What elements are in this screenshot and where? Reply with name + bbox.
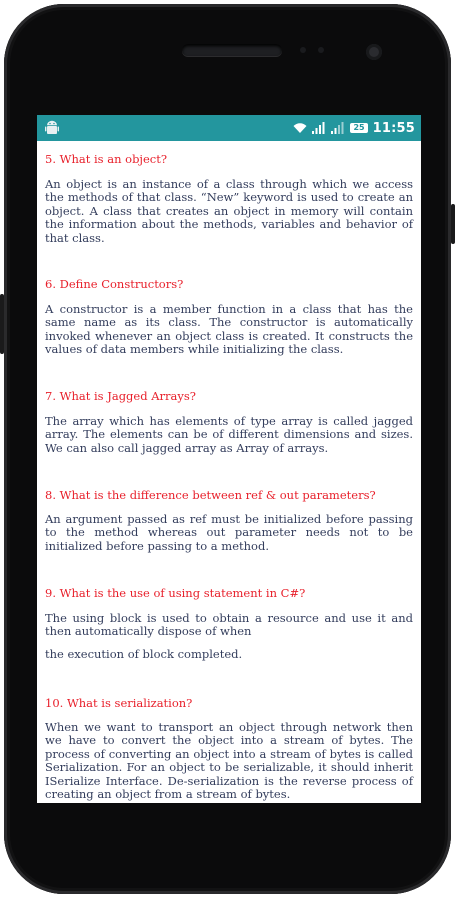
light-sensor [318,47,324,53]
answer-text: When we want to transport an object through network then we have to convert the object into a stream of bytes. The process of converting an object into a stream of bytes is called Serialization. For an object to be serializable, it should inherit ISerialize Interface. De-serialization is the reverse process of creating an object from a stream of bytes. [45,720,413,802]
question-heading: 10. What is serialization? [45,696,193,710]
answer-text-continued: the execution of block completed. [45,647,243,661]
question-heading: 9. What is the use of using statement in C#? [45,586,306,600]
answer-text: An argument passed as ref must be initialized before passing to the method whereas out parameter needs not to be initialized before passing to a method. [45,512,413,553]
question-heading: 6. Define Constructors? [45,277,184,291]
answer-text: The using block is used to obtain a resource and use it and then automatically dispose of when [45,611,413,639]
signal-icon-2 [331,122,345,134]
signal-icon [312,122,326,134]
wifi-icon [293,122,307,134]
question-heading: 8. What is the difference between ref & out parameters? [45,488,376,502]
answer-text: The array which has elements of type array is called jagged array. The elements can be of different dimensions and sizes. We can also call jagged array as Array of arrays. [45,414,413,455]
proximity-sensor [300,47,306,53]
question-heading: 7. What is Jagged Arrays? [45,389,196,403]
clock: 11:55 [372,120,415,136]
bottom-bezel [0,812,459,892]
front-camera [366,44,382,60]
answer-text: A constructor is a member function in a class that has the same name as its class. The constructor is automatically invoked whenever an object class is created. It constructs the values of data members while initializing the class. [45,302,413,357]
answer-text: An object is an instance of a class through which we access the methods of that class. “New” keyword is used to create an object. A class that creates an object in memory will contain the information about the methods, variables and behavior of that class. [45,177,413,245]
android-icon [45,120,59,136]
qa-content[interactable] [37,141,421,803]
earpiece-speaker [182,44,282,56]
status-bar [37,115,421,141]
question-heading: 5. What is an object? [45,152,168,166]
power-button [0,294,4,354]
app-screen[interactable] [37,115,421,803]
battery-icon: 25 [350,123,367,133]
volume-button [451,204,455,244]
